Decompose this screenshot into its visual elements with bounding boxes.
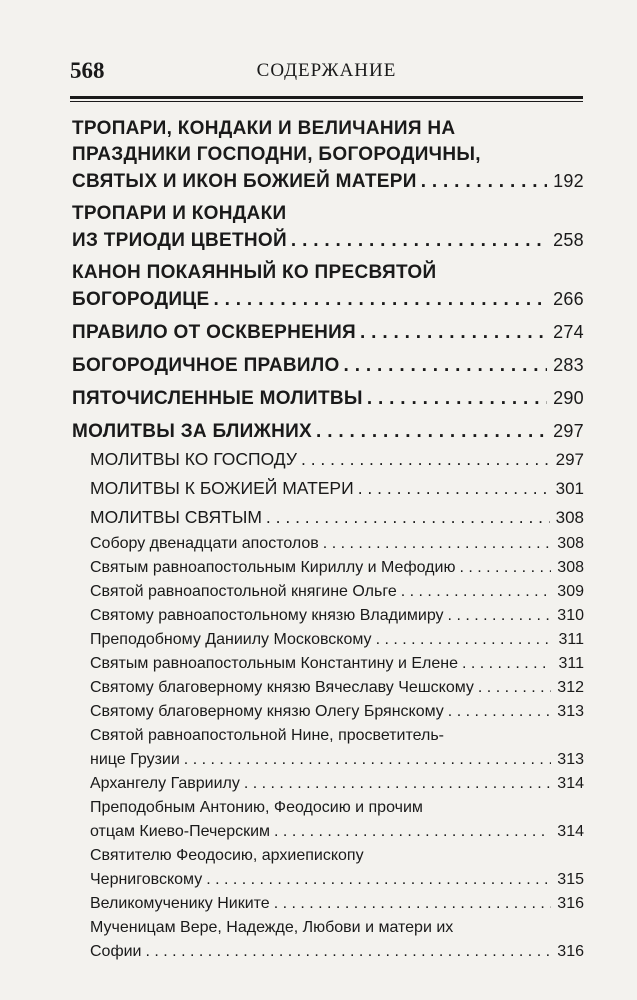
- toc-entry[interactable]: [72, 445, 584, 474]
- leader-dots: [401, 580, 552, 604]
- page-number: 568: [70, 58, 105, 83]
- leader-dots: [421, 169, 547, 195]
- header-rule-thin: [70, 101, 583, 102]
- toc-entry-title: Преподобному Даниилу Московскому: [90, 631, 372, 648]
- toc-page-number: 266: [553, 289, 584, 309]
- toc-page-number: 313: [557, 703, 584, 720]
- table-of-contents: [72, 116, 584, 964]
- toc-entry[interactable]: [72, 319, 584, 346]
- leader-dots: [462, 652, 553, 676]
- toc-entry-title: СВЯТЫХ И ИКОН БОЖИЕЙ МАТЕРИ: [72, 171, 417, 192]
- toc-entry-title: Святителю Феодосию, архиепископу: [90, 847, 364, 864]
- toc-page-number: 308: [557, 559, 584, 576]
- page-header: [70, 58, 583, 88]
- toc-page-number: 308: [555, 508, 584, 527]
- toc-entry-title: МОЛИТВЫ ЗА БЛИЖНИХ: [72, 421, 313, 442]
- toc-page-number: 290: [553, 388, 584, 408]
- toc-entry-title: Мученицам Вере, Надежде, Любови и матери их: [90, 919, 454, 936]
- toc-entry[interactable]: [72, 260, 584, 313]
- leader-dots: [478, 676, 551, 700]
- toc-entry-title: БОГОРОДИЧНОЕ ПРАВИЛО: [72, 355, 340, 376]
- toc-entry-title: МОЛИТВЫ СВЯТЫМ: [90, 507, 262, 527]
- toc-entry-title: Святому благоверному князю Вячеславу Чешскому: [90, 679, 474, 696]
- toc-entry-title: Святым равноапостольным Кириллу и Мефодию: [90, 559, 456, 576]
- toc-entry-title: Черниговскому: [90, 871, 203, 888]
- toc-entry[interactable]: [72, 201, 584, 254]
- toc-page-number: 315: [557, 871, 584, 888]
- toc-entry[interactable]: [72, 116, 584, 195]
- toc-entry-title: ПРАВИЛО ОТ ОСКВЕРНЕНИЯ: [72, 322, 357, 343]
- leader-dots: [291, 228, 547, 254]
- toc-page-number: 308: [557, 535, 584, 552]
- toc-entry-title: ПЯТОЧИСЛЕННЫЕ МОЛИТВЫ: [72, 388, 363, 409]
- toc-entry[interactable]: [72, 676, 584, 700]
- leader-dots: [376, 628, 553, 652]
- toc-entry-title: БОГОРОДИЦЕ: [72, 289, 210, 310]
- toc-page-number: 311: [558, 655, 584, 672]
- toc-entry-title: ТРОПАРИ, КОНДАКИ И ВЕЛИЧАНИЯ НА: [72, 118, 456, 139]
- leader-dots: [266, 503, 550, 531]
- leader-dots: [459, 556, 551, 580]
- leader-dots: [316, 419, 547, 445]
- toc-entry[interactable]: [72, 604, 584, 628]
- toc-page-number: 309: [557, 583, 584, 600]
- toc-entry[interactable]: [72, 628, 584, 652]
- toc-entry-title: КАНОН ПОКАЯННЫЙ КО ПРЕСВЯТОЙ: [72, 262, 437, 283]
- toc-page-number: 297: [553, 421, 584, 441]
- leader-dots: [344, 353, 548, 379]
- leader-dots: [213, 287, 547, 313]
- leader-dots: [206, 868, 551, 892]
- toc-entry-title: Собору двенадцати апостолов: [90, 535, 319, 552]
- toc-entry-title: МОЛИТВЫ КО ГОСПОДУ: [90, 449, 297, 469]
- toc-page-number: 314: [557, 775, 584, 792]
- toc-entry-title: Архангелу Гавриилу: [90, 775, 240, 792]
- header-rule-thick: [70, 96, 583, 99]
- toc-page-number: 312: [557, 679, 584, 696]
- toc-page-number: 258: [553, 230, 584, 250]
- leader-dots: [244, 772, 551, 796]
- leader-dots: [274, 892, 552, 916]
- leader-dots: [184, 748, 552, 772]
- toc-page-number: 301: [555, 479, 584, 498]
- leader-dots: [448, 700, 552, 724]
- toc-page-number: 310: [557, 607, 584, 624]
- toc-entry[interactable]: [72, 892, 584, 916]
- toc-entry-title: отцам Киево-Печерским: [90, 823, 271, 840]
- leader-dots: [448, 604, 552, 628]
- toc-entry-title: МОЛИТВЫ К БОЖИЕЙ МАТЕРИ: [90, 478, 354, 498]
- toc-entry[interactable]: [72, 556, 584, 580]
- toc-page-number: 283: [553, 355, 584, 375]
- toc-entry-title: Святому равноапостольному князю Владимиру: [90, 607, 444, 624]
- toc-entry-title: ПРАЗДНИКИ ГОСПОДНИ, БОГОРОДИЧНЫ,: [72, 144, 481, 165]
- toc-page-number: 313: [557, 751, 584, 768]
- toc-entry[interactable]: [72, 652, 584, 676]
- toc-entry-title: Святой равноапостольной княгине Ольге: [90, 583, 397, 600]
- leader-dots: [301, 445, 550, 473]
- toc-entry-title: ТРОПАРИ И КОНДАКИ: [72, 203, 287, 224]
- toc-entry-title: Святой равноапостольной Нине, просветитель-: [90, 727, 444, 744]
- leader-dots: [146, 940, 552, 964]
- toc-entry[interactable]: [72, 724, 584, 772]
- toc-page-number: 297: [555, 450, 584, 469]
- toc-entry-title: Святому благоверному князю Олегу Брянскому: [90, 703, 444, 720]
- toc-entry[interactable]: [72, 772, 584, 796]
- leader-dots: [274, 820, 551, 844]
- toc-entry[interactable]: [72, 385, 584, 412]
- toc-entry-title: Софии: [90, 943, 142, 960]
- toc-entry-title: Святым равноапостольным Константину и Елене: [90, 655, 458, 672]
- toc-entry[interactable]: [72, 796, 584, 844]
- toc-page-number: 274: [553, 322, 584, 342]
- toc-page-number: 314: [557, 823, 584, 840]
- leader-dots: [367, 386, 547, 412]
- toc-entry[interactable]: [72, 532, 584, 556]
- toc-entry[interactable]: [72, 503, 584, 532]
- toc-page-number: 316: [557, 895, 584, 912]
- toc-entry-title: ИЗ ТРИОДИ ЦВЕТНОЙ: [72, 230, 287, 251]
- toc-entry[interactable]: [72, 418, 584, 445]
- toc-entry-title: Великомученику Никите: [90, 895, 270, 912]
- toc-page-number: 316: [557, 943, 584, 960]
- toc-entry[interactable]: [72, 916, 584, 964]
- toc-entry[interactable]: [72, 844, 584, 892]
- running-title: СОДЕРЖАНИЕ: [256, 60, 397, 81]
- toc-entry-title: Преподобным Антонию, Феодосию и прочим: [90, 799, 423, 816]
- toc-entry[interactable]: [72, 580, 584, 604]
- toc-entry-title: нице Грузии: [90, 751, 180, 768]
- leader-dots: [358, 474, 550, 502]
- toc-entry[interactable]: [72, 474, 584, 503]
- leader-dots: [360, 320, 547, 346]
- toc-page-number: 192: [553, 171, 584, 191]
- leader-dots: [323, 532, 552, 556]
- toc-page-number: 311: [558, 631, 584, 648]
- toc-entry[interactable]: [72, 352, 584, 379]
- toc-entry[interactable]: [72, 700, 584, 724]
